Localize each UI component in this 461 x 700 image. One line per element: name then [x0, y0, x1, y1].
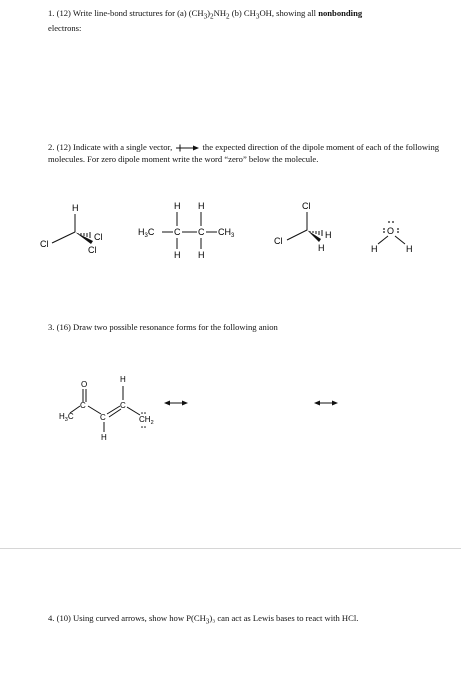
atom-h: H — [174, 250, 181, 260]
atom-h: H — [325, 230, 332, 240]
question-3: 3. (16) Draw two possible resonance forms for the following anion — [48, 322, 278, 332]
atom-c: C — [174, 227, 181, 237]
group-ch2: $CH_2$ — [139, 415, 154, 426]
q1-sub: 3 — [203, 12, 208, 21]
atom-c: C — [100, 413, 106, 422]
q1-sub: 3 — [255, 12, 260, 21]
page-divider — [0, 548, 461, 549]
group-h3c: $H_3C$ — [59, 412, 74, 423]
molecule-dichloromethane — [272, 198, 342, 260]
q1-sub: 2 — [226, 12, 230, 21]
resonance-arrow-2-icon — [313, 398, 339, 408]
q1-text: electrons: — [48, 23, 82, 34]
question-4 — [48, 613, 443, 628]
q2-text: the expected direction of the dipole moment of each of the following molecules. For zero dipole moment write the word “zero” below the molecule. — [48, 142, 440, 164]
resonance-arrow-1-icon — [163, 398, 189, 408]
atom-cl: Cl — [88, 245, 97, 255]
atom-h: H — [174, 201, 181, 211]
q2-text: 2. (12) Indicate with a single vector, — [48, 142, 173, 152]
atom-o: O — [387, 226, 395, 236]
q4-sub: 3 — [205, 617, 210, 626]
atom-cl: Cl — [274, 236, 283, 246]
atom-h: H — [72, 203, 79, 213]
atom-o: O — [81, 380, 88, 389]
atom-c: C — [80, 401, 86, 410]
atom-h: H — [406, 244, 413, 254]
molecule-chloroform — [38, 200, 118, 260]
molecule-water — [362, 218, 422, 258]
q1-text: OH, showing all — [259, 8, 319, 18]
question-1 — [48, 8, 443, 35]
atom-c: C — [198, 227, 205, 237]
group-ch3: $CH_3$ — [218, 227, 235, 239]
atom-cl: Cl — [40, 239, 49, 249]
group-h3c: $H_3C$ — [138, 227, 155, 239]
q4-text: )₃ can act as Lewis bases to react with HCl. — [209, 613, 359, 623]
atom-cl: Cl — [94, 232, 103, 242]
q1-text: (b) CH — [229, 8, 256, 18]
atom-c: C — [120, 401, 126, 410]
question-2 — [48, 142, 443, 165]
atom-h: H — [198, 201, 205, 211]
atom-h: H — [198, 250, 205, 260]
q1-bold: nonbonding — [318, 8, 363, 18]
q1-text: ) — [207, 8, 211, 18]
atom-h: H — [371, 244, 378, 254]
dipole-vector-icon — [174, 144, 200, 152]
q1-text: NH — [213, 8, 227, 18]
atom-h: H — [101, 433, 107, 442]
atom-cl: Cl — [302, 201, 311, 211]
atom-h: H — [318, 243, 325, 253]
atom-h: H — [120, 375, 126, 384]
q1-text: 1. (12) Write line-bond structures for (a) (CH — [48, 8, 204, 18]
molecule-ethane — [130, 198, 240, 260]
q4-text: 4. (10) Using curved arrows, show how P(CH — [48, 613, 206, 623]
q1-sub: 2 — [210, 12, 214, 21]
